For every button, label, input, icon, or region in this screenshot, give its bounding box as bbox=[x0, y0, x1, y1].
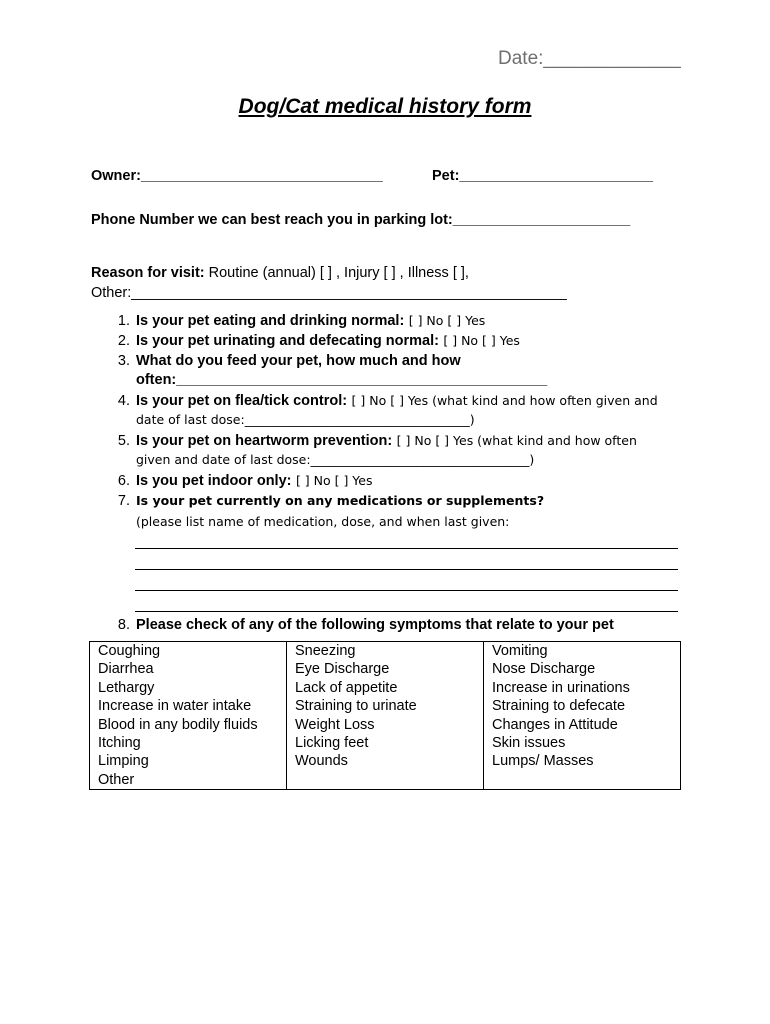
question-8 bbox=[108, 616, 614, 634]
question-5 bbox=[108, 432, 637, 450]
symptom-cell[interactable]: Sneezing bbox=[287, 642, 484, 661]
question-7 bbox=[108, 492, 544, 510]
symptom-cell[interactable]: Other bbox=[90, 771, 287, 790]
question-options[interactable]: [ ] No [ ] Yes bbox=[408, 313, 486, 328]
symptom-cell[interactable] bbox=[484, 771, 681, 790]
pet-field[interactable]: Pet:________________________ bbox=[432, 168, 653, 184]
table-row bbox=[90, 679, 681, 697]
question-options[interactable]: [ ] No [ ] Yes (what kind and how often bbox=[396, 433, 637, 448]
symptom-cell[interactable]: Lumps/ Masses bbox=[484, 752, 681, 770]
question-options[interactable]: [ ] No [ ] Yes (what kind and how often given and bbox=[351, 393, 658, 408]
symptom-cell[interactable]: Eye Discharge bbox=[287, 660, 484, 678]
symptom-cell[interactable]: Coughing bbox=[90, 642, 287, 661]
symptom-cell[interactable]: Blood in any bodily fluids bbox=[90, 716, 287, 734]
table-row bbox=[90, 734, 681, 752]
symptom-cell[interactable]: Increase in water intake bbox=[90, 697, 287, 715]
question-number: 3. bbox=[117, 353, 130, 369]
question-4-answer-line[interactable]: date of last dose:____________________________________) bbox=[136, 412, 475, 427]
symptom-cell[interactable]: Licking feet bbox=[287, 734, 484, 752]
question-4 bbox=[108, 392, 658, 410]
question-text: Is your pet eating and drinking normal: bbox=[136, 313, 405, 329]
reason-other-field[interactable]: Other:______________________________________________________ bbox=[91, 285, 567, 301]
question-number: 8. bbox=[117, 617, 130, 633]
table-row bbox=[90, 697, 681, 715]
question-3-answer-line[interactable]: often:______________________________________________ bbox=[136, 372, 548, 388]
reason-label: Reason for visit: bbox=[91, 265, 205, 281]
reason-options[interactable]: Routine (annual) [ ] , Injury [ ] , Illness [ ], bbox=[208, 265, 469, 281]
question-options[interactable]: [ ] No [ ] Yes bbox=[295, 473, 373, 488]
owner-field[interactable]: Owner:______________________________ bbox=[91, 168, 383, 184]
question-number: 7. bbox=[117, 493, 130, 509]
symptom-cell[interactable]: Lethargy bbox=[90, 679, 287, 697]
reason-line bbox=[91, 265, 469, 281]
medication-answer-line[interactable] bbox=[135, 611, 678, 612]
table-row bbox=[90, 752, 681, 770]
symptom-cell[interactable]: Itching bbox=[90, 734, 287, 752]
symptom-cell[interactable]: Straining to urinate bbox=[287, 697, 484, 715]
question-5-answer-line[interactable]: given and date of last dose:___________________________________) bbox=[136, 452, 535, 467]
symptom-cell[interactable] bbox=[287, 771, 484, 790]
question-options[interactable]: [ ] No [ ] Yes bbox=[443, 333, 520, 348]
question-text: Is your pet currently on any medications or supplements? bbox=[136, 493, 545, 508]
medication-answer-line[interactable] bbox=[135, 569, 678, 570]
date-field[interactable]: Date:_____________ bbox=[498, 48, 681, 69]
question-number: 4. bbox=[117, 393, 130, 409]
form-title: Dog/Cat medical history form bbox=[238, 95, 532, 118]
question-text: Please check of any of the following symptoms that relate to your pet bbox=[136, 617, 614, 633]
symptom-cell[interactable]: Increase in urinations bbox=[484, 679, 681, 697]
symptom-cell[interactable]: Weight Loss bbox=[287, 716, 484, 734]
question-number: 5. bbox=[117, 433, 130, 449]
question-text: What do you feed your pet, how much and how bbox=[136, 353, 461, 369]
medication-answer-line[interactable] bbox=[135, 548, 678, 549]
symptom-cell[interactable]: Limping bbox=[90, 752, 287, 770]
question-6 bbox=[108, 472, 373, 490]
symptom-cell[interactable]: Wounds bbox=[287, 752, 484, 770]
table-row bbox=[90, 642, 681, 661]
question-text: Is your pet urinating and defecating normal: bbox=[136, 333, 439, 349]
symptom-cell[interactable]: Vomiting bbox=[484, 642, 681, 661]
symptom-cell[interactable]: Straining to defecate bbox=[484, 697, 681, 715]
phone-field[interactable]: Phone Number we can best reach you in parking lot:______________________ bbox=[91, 212, 631, 228]
symptom-cell[interactable]: Lack of appetite bbox=[287, 679, 484, 697]
symptom-cell[interactable]: Diarrhea bbox=[90, 660, 287, 678]
table-row bbox=[90, 660, 681, 678]
question-number: 2. bbox=[117, 333, 130, 349]
question-2 bbox=[108, 332, 520, 350]
symptom-cell[interactable]: Skin issues bbox=[484, 734, 681, 752]
symptom-cell[interactable]: Nose Discharge bbox=[484, 660, 681, 678]
question-3 bbox=[108, 352, 461, 370]
medication-answer-line[interactable] bbox=[135, 590, 678, 591]
symptom-cell[interactable]: Changes in Attitude bbox=[484, 716, 681, 734]
question-number: 6. bbox=[117, 473, 130, 489]
symptoms-table bbox=[89, 641, 681, 790]
question-1 bbox=[108, 312, 485, 330]
question-number: 1. bbox=[117, 313, 130, 329]
question-text: Is you pet indoor only: bbox=[136, 473, 292, 489]
table-row bbox=[90, 716, 681, 734]
question-7-instructions: (please list name of medication, dose, and when last given: bbox=[136, 514, 510, 529]
question-text: Is your pet on flea/tick control: bbox=[136, 393, 348, 409]
table-row bbox=[90, 771, 681, 790]
question-text: Is your pet on heartworm prevention: bbox=[136, 433, 393, 449]
